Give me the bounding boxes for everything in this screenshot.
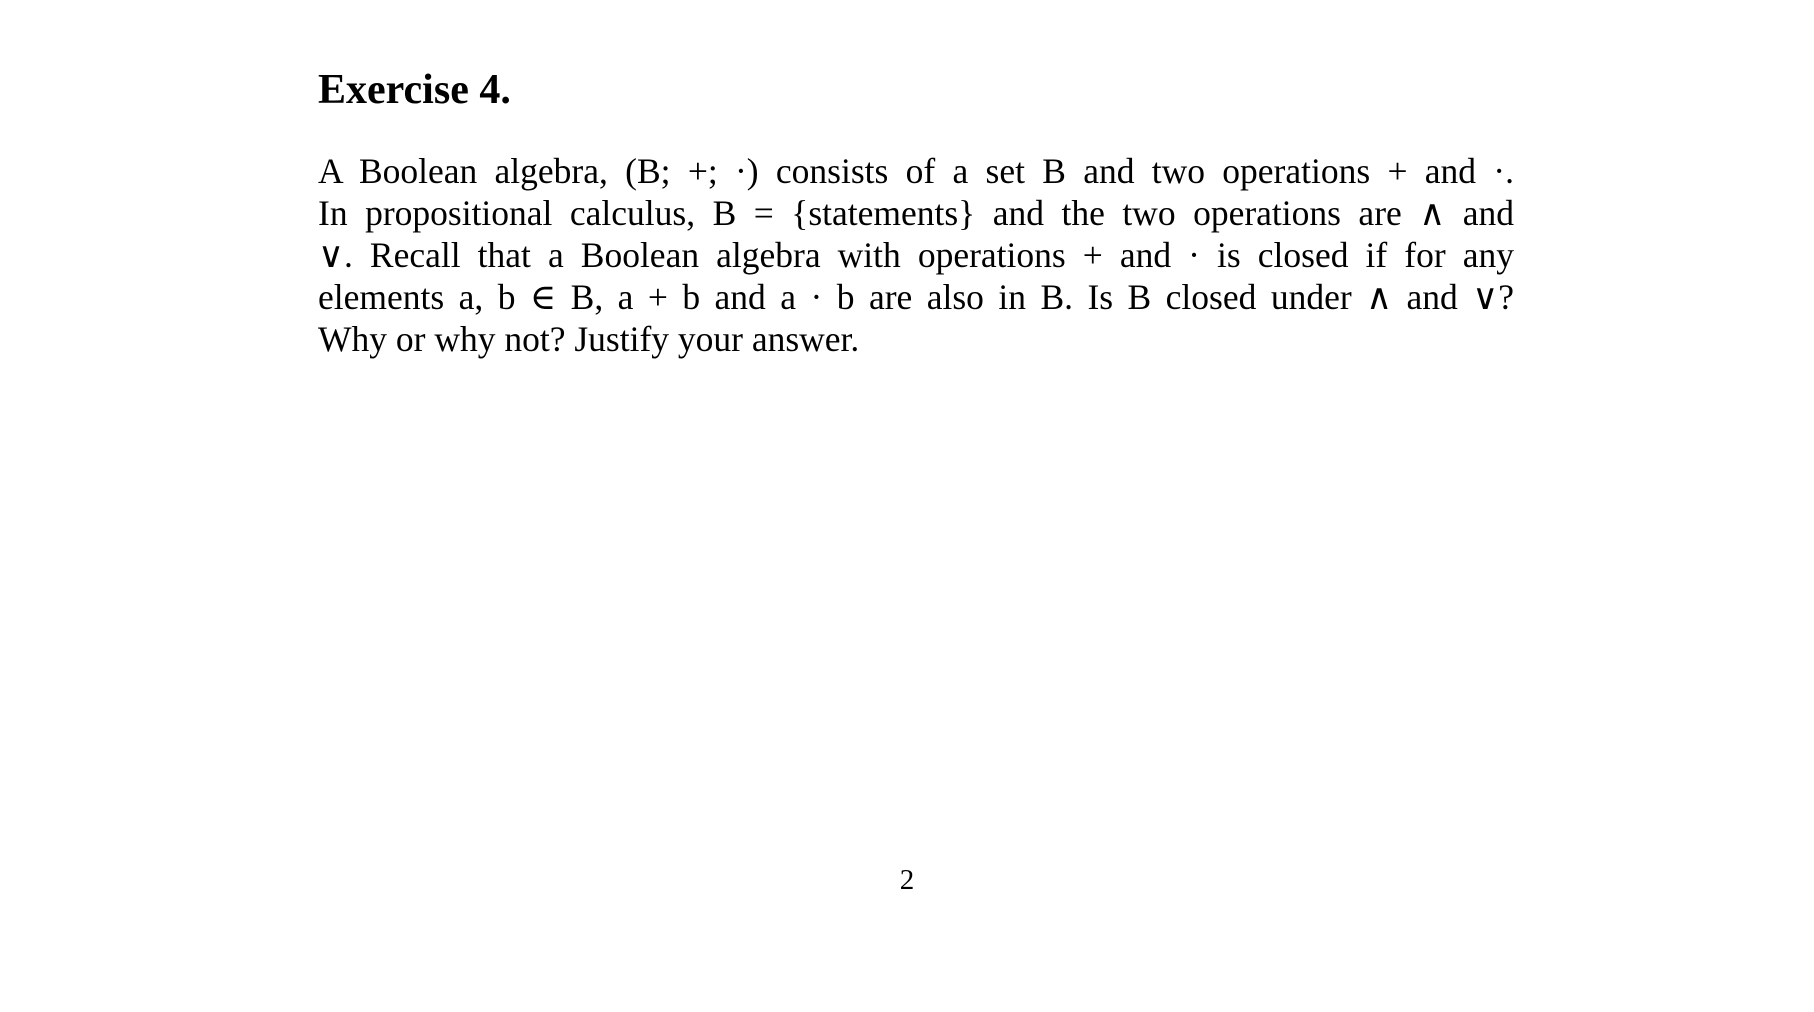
exercise-heading: Exercise 4. bbox=[318, 67, 511, 113]
paragraph-line: A Boolean algebra, (B; +; ·) consists of a set B and two operations + and ·. bbox=[318, 151, 1514, 191]
page-number: 2 bbox=[899, 864, 915, 896]
exercise-paragraph bbox=[318, 150, 1514, 360]
paragraph-line: ∨. Recall that a Boolean algebra with operations + and · is closed if for any bbox=[318, 235, 1514, 275]
paragraph-line: Why or why not? Justify your answer. bbox=[318, 319, 860, 359]
paragraph-line: elements a, b ∈ B, a + b and a · b are also in B. Is B closed under ∧ and ∨? bbox=[318, 277, 1514, 317]
paragraph-line: In propositional calculus, B = {statements} and the two operations are ∧ and bbox=[318, 193, 1514, 233]
